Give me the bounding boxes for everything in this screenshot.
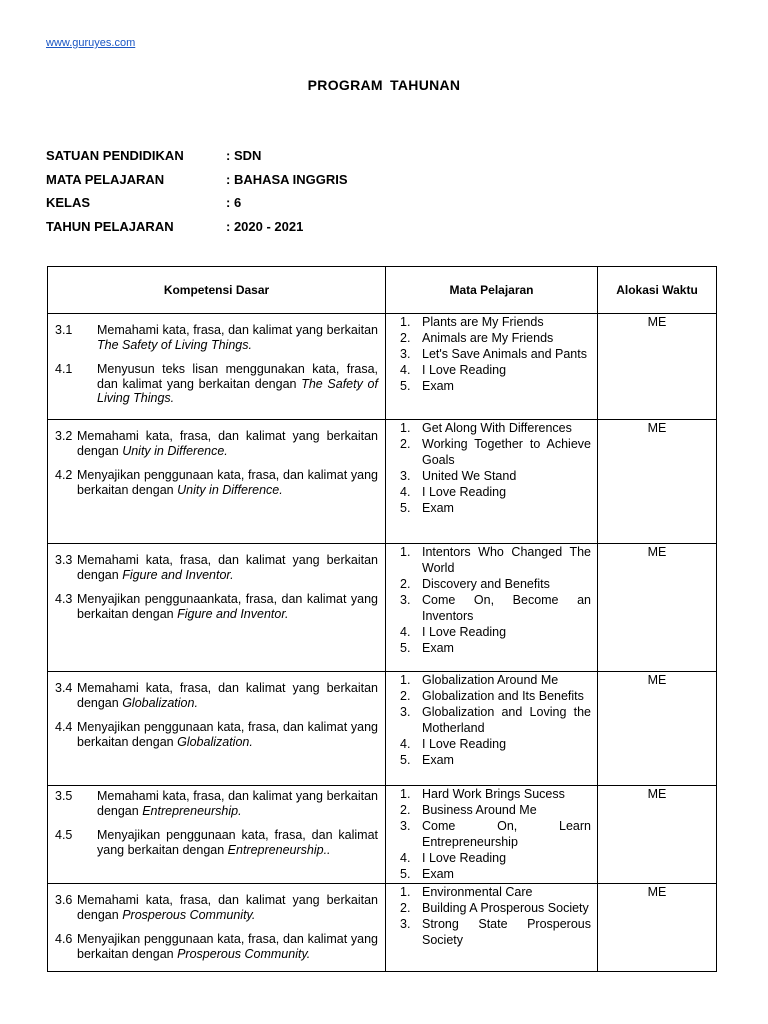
kd-item [55,720,378,749]
lesson-item [400,900,591,916]
kd-item [55,932,378,961]
lesson-title: Exam [422,753,454,767]
kd-number: 3.5 [55,789,73,803]
lesson-number: 3. [400,347,411,361]
kd-topic: Figure and Inventor. [122,567,234,582]
lesson-number: 3. [400,593,411,607]
table-header-row [48,267,717,314]
kd-description: Memahami kata, frasa, dan kalimat yang berkaitan dengan [77,429,378,458]
kd-item [55,468,378,497]
kompetensi-dasar-cell [48,544,386,672]
page-title: PROGRAM TAHUNAN [307,77,461,93]
kd-item [55,323,378,352]
table-row [48,420,717,544]
lesson-title: Environmental Care [422,885,533,899]
lesson-title: I Love Reading [422,737,507,751]
lesson-title: I Love Reading [422,851,507,865]
kd-topic: Unity in Difference. [122,443,228,458]
lesson-number: 5. [400,867,411,881]
kd-number: 3.2 [55,429,73,443]
lesson-number: 3. [400,819,411,833]
kd-number: 4.5 [55,828,73,842]
kd-text [77,720,378,749]
lesson-title: Plants are My Friends [422,315,544,329]
lesson-title: Building A Prosperous Society [422,901,589,915]
kd-text [77,592,378,621]
lesson-title: I Love Reading [422,363,507,377]
kd-text [97,789,378,818]
lesson-item [400,850,591,866]
kd-text [77,468,378,497]
mata-pelajaran-cell [386,786,598,884]
lesson-title: Business Around Me [422,803,537,817]
meta-row [46,148,348,172]
lesson-number: 4. [400,485,411,499]
kd-topic: Figure and Inventor. [177,606,289,621]
lesson-title: Working Together to Achieve Goals [422,437,591,467]
table-row [48,786,717,884]
alokasi-waktu-cell: ME [598,672,717,786]
kd-item [55,592,378,621]
meta-row [46,219,348,243]
kd-description: Menyajikan penggunaankata, frasa, dan kalimat yang berkaitan dengan [77,592,378,621]
lesson-item [400,576,591,592]
lesson-title: Exam [422,641,454,655]
meta-value: : BAHASA INGGRIS [226,171,348,187]
lesson-item [400,484,591,500]
kd-text [97,362,378,406]
lesson-item [400,330,591,346]
kd-number: 4.6 [55,932,73,946]
header-kompetensi-dasar: Kompetensi Dasar [48,267,386,314]
kd-topic: Prosperous Community. [177,946,311,961]
lesson-number: 3. [400,469,411,483]
kd-topic: Entrepreneurship.. [227,842,331,857]
mata-pelajaran-cell [386,884,598,972]
kd-number: 3.3 [55,553,73,567]
meta-row [46,172,348,196]
lesson-item [400,362,591,378]
lesson-number: 5. [400,753,411,767]
header-alokasi-waktu: Alokasi Waktu [598,267,717,314]
kd-item [55,362,378,406]
kd-number: 3.4 [55,681,73,695]
lesson-title: Discovery and Benefits [422,577,550,591]
kd-item [55,429,378,458]
kd-description: Memahami kata, frasa, dan kalimat yang berkaitan dengan [97,789,378,818]
lesson-number: 5. [400,501,411,515]
lesson-number: 3. [400,705,411,719]
kd-text [77,893,378,922]
lesson-number: 1. [400,673,411,687]
lesson-item [400,786,591,802]
lesson-title: Exam [422,501,454,515]
mata-pelajaran-cell [386,420,598,544]
kd-text [97,828,378,857]
alokasi-waktu-cell: ME [598,786,717,884]
lesson-number: 1. [400,545,411,559]
lesson-number: 1. [400,315,411,329]
kd-item [55,893,378,922]
lesson-number: 1. [400,421,411,435]
meta-value: : SDN [226,148,262,163]
kd-description: Menyajikan penggunaan kata, frasa, dan kalimat yang berkaitan dengan [77,720,378,749]
kd-number: 4.4 [55,720,73,734]
lesson-title: Exam [422,379,454,393]
meta-key: TAHUN PELAJARAN [46,218,174,234]
kd-topic: The Safety of Living Things. [97,376,378,405]
lesson-title: Hard Work Brings Sucess [422,787,565,801]
kd-text [77,429,378,458]
lesson-number: 1. [400,885,411,899]
lesson-number: 2. [400,577,411,591]
kd-topic: Prosperous Community. [122,907,256,922]
lesson-item [400,672,591,688]
lesson-item [400,802,591,818]
kompetensi-dasar-cell [48,884,386,972]
lesson-item [400,736,591,752]
lesson-title: Intentors Who Changed The World [422,545,591,575]
kd-number: 4.2 [55,468,73,482]
kd-topic: Globalization. [177,734,253,749]
kompetensi-dasar-cell [48,420,386,544]
alokasi-waktu-cell: ME [598,314,717,420]
kd-text [77,553,378,582]
lesson-number: 3. [400,917,411,931]
meta-key: SATUAN PENDIDIKAN [46,148,184,163]
website-link[interactable]: www.guruyes.com [46,37,136,49]
document-meta [46,148,348,242]
table-row [48,672,717,786]
kd-description: Menyajikan penggunaan kata, frasa, dan kalimat yang berkaitan dengan [97,828,378,857]
mata-pelajaran-cell [386,672,598,786]
table-row [48,884,717,972]
kd-number: 3.6 [55,893,73,907]
kd-text [77,932,378,961]
lesson-item [400,468,591,484]
program-table [47,266,717,972]
kd-topic: Unity in Difference. [177,482,283,497]
lesson-title: I Love Reading [422,625,507,639]
lesson-title: Come On, Learn Entrepreneurship [422,819,591,849]
kd-topic: The Safety of Living Things. [97,337,252,352]
meta-value: : 2020 - 2021 [226,218,304,234]
lesson-item [400,500,591,516]
alokasi-waktu-cell: ME [598,420,717,544]
lesson-title: Strong State Prosperous Society [422,917,591,947]
alokasi-waktu-cell: ME [598,884,717,972]
header-mata-pelajaran: Mata Pelajaran [386,267,598,314]
lesson-number: 2. [400,803,411,817]
lesson-number: 2. [400,331,411,345]
mata-pelajaran-cell [386,314,598,420]
lesson-item [400,818,591,850]
lesson-title: Come On, Become an Inventors [422,593,591,623]
lesson-item [400,544,591,576]
kd-item [55,828,378,857]
mata-pelajaran-cell [386,544,598,672]
alokasi-waktu-cell: ME [598,544,717,672]
kompetensi-dasar-cell [48,786,386,884]
kd-number: 3.1 [55,323,73,337]
lesson-title: Globalization Around Me [422,673,559,687]
lesson-number: 5. [400,379,411,393]
lesson-title: Animals are My Friends [422,331,554,345]
lesson-item [400,866,591,882]
lesson-item [400,752,591,768]
meta-value: : 6 [226,195,242,210]
meta-key: MATA PELAJARAN [46,171,165,187]
lesson-number: 4. [400,851,411,865]
lesson-number: 5. [400,641,411,655]
lesson-number: 4. [400,363,411,377]
lesson-item [400,916,591,948]
kd-text [77,681,378,710]
kd-number: 4.3 [55,592,73,606]
kd-description: Memahami kata, frasa, dan kalimat yang berkaitan dengan [77,681,378,710]
lesson-number: 2. [400,901,411,915]
kd-number: 4.1 [55,362,73,376]
lesson-number: 2. [400,437,411,451]
lesson-number: 4. [400,737,411,751]
kd-topic: Entrepreneurship. [142,803,242,818]
kd-description: Menyusun teks lisan menggunakan kata, frasa, dan kalimat yang berkaitan dengan [97,362,378,391]
lesson-title: Exam [422,867,454,881]
lesson-number: 2. [400,689,411,703]
kd-description: Memahami kata, frasa, dan kalimat yang berkaitan [97,323,378,337]
kompetensi-dasar-cell [48,314,386,420]
lesson-item [400,592,591,624]
lesson-title: Globalization and Loving the Motherland [422,705,591,735]
kd-text [97,323,378,352]
lesson-title: United We Stand [422,469,517,483]
kd-item [55,789,378,818]
lesson-number: 1. [400,787,411,801]
lesson-item [400,346,591,362]
table-row [48,544,717,672]
lesson-item [400,314,591,330]
table-row [48,314,717,420]
kd-item [55,553,378,582]
meta-row [46,195,348,219]
lesson-title: Get Along With Differences [422,421,572,435]
kd-description: Menyajikan penggunaan kata, frasa, dan kalimat yang berkaitan dengan [77,932,378,961]
lesson-item [400,640,591,656]
lesson-title: Globalization and Its Benefits [422,689,584,703]
lesson-title: Let's Save Animals and Pants [422,347,587,361]
kompetensi-dasar-cell [48,672,386,786]
lesson-item [400,378,591,394]
lesson-item [400,420,591,436]
lesson-item [400,624,591,640]
meta-key: KELAS [46,195,91,210]
kd-description: Menyajikan penggunaan kata, frasa, dan kalimat yang berkaitan dengan [77,468,378,497]
lesson-number: 4. [400,625,411,639]
kd-description: Memahami kata, frasa, dan kalimat yang berkaitan dengan [77,553,378,582]
lesson-item [400,704,591,736]
kd-topic: Globalization. [122,695,198,710]
kd-description: Memahami kata, frasa, dan kalimat yang berkaitan dengan [77,893,378,922]
lesson-title: I Love Reading [422,485,507,499]
lesson-item [400,688,591,704]
lesson-item [400,436,591,468]
kd-item [55,681,378,710]
lesson-item [400,884,591,900]
